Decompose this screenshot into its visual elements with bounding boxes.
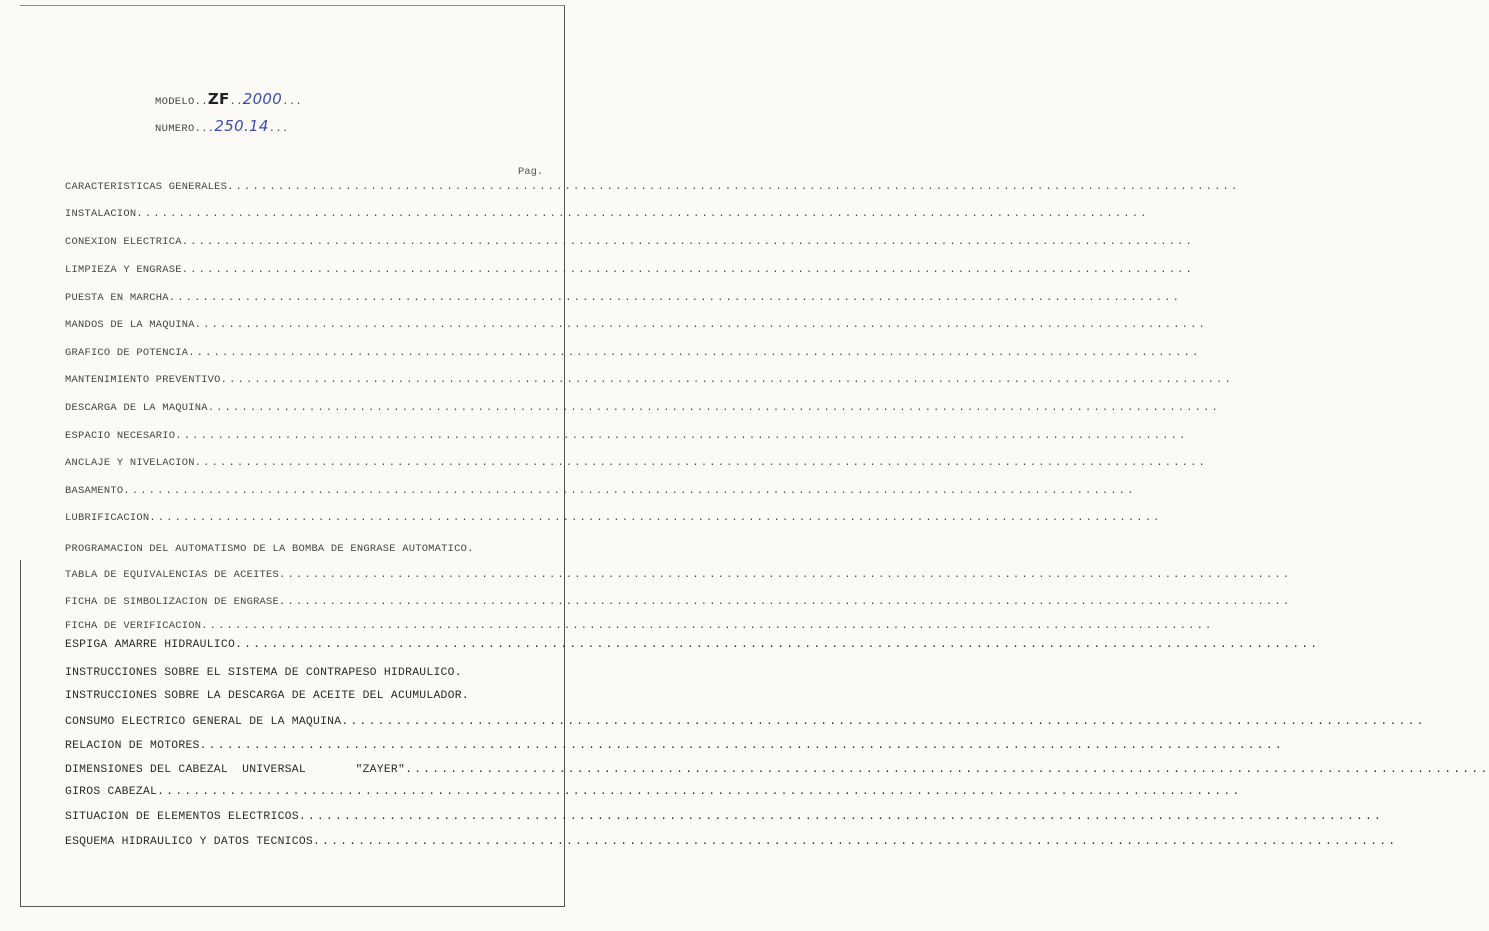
dot-leader: ........................................................................................................................ [157, 786, 1242, 798]
dot-leader: ........................................................................................................................ [181, 236, 1194, 248]
toc-item [65, 402, 1220, 414]
toc-item [65, 786, 1242, 798]
numero-trail: ... [268, 123, 289, 135]
toc-item [65, 836, 1398, 848]
toc-item-label: LUBRIFICACION [65, 512, 150, 524]
toc-item-label: TABLA DE EQUIVALENCIAS DE ACEITES [65, 569, 280, 581]
toc-item-label: PROGRAMACION DEL AUTOMATISMO DE LA BOMBA DE ENGRASE AUTOMATICO. [65, 543, 474, 555]
toc-item [65, 181, 1240, 193]
toc-item-label: GRAFICO DE POTENCIA [65, 347, 189, 359]
toc-item-label: PUESTA EN MARCHA [65, 292, 169, 304]
modelo-value: 2000 [242, 90, 283, 108]
dot-leader: ........................................................................................................................ [220, 374, 1233, 386]
toc-item-label: INSTRUCCIONES SOBRE EL SISTEMA DE CONTRAPESO HIDRAULICO. [65, 667, 462, 679]
dot-leader: ........................................................................................................................ [199, 740, 1284, 752]
toc-item-label: CONEXION ELECTRICA [65, 236, 182, 248]
toc-item [65, 716, 1426, 728]
toc-item [65, 639, 1320, 651]
numero-value: 250.14 [214, 117, 269, 135]
toc-item [65, 512, 1162, 524]
toc-item-label: CARACTERISTICAS GENERALES [65, 181, 228, 193]
toc-item [65, 292, 1182, 304]
toc-item-label: GIROS CABEZAL [65, 786, 158, 798]
dot-leader: ........................................................................................................................ [123, 485, 1136, 497]
toc-item [65, 543, 515, 555]
toc-item [65, 667, 525, 679]
modelo-line: MODELO..ZF..2000... [155, 90, 302, 108]
toc-item [65, 620, 1214, 632]
toc-item-label: ESPACIO NECESARIO [65, 430, 176, 442]
toc-item [65, 236, 1194, 248]
toc-item [65, 596, 1292, 608]
dot-leader: ........................................................................................................................ [188, 347, 1201, 359]
numero-label: NUMERO... [155, 123, 215, 135]
dot-leader: ........................................................................................................................ [168, 292, 1182, 304]
toc-item-label: DIMENSIONES DEL CABEZAL UNIVERSAL "ZAYER" [65, 764, 406, 776]
dot-leader: ........................................................................................................................ [313, 836, 1398, 848]
dot-leader: ........................................................................................................................ [405, 764, 1489, 776]
dot-leader: ........................................................................................................................ [149, 512, 1162, 524]
modelo-trail: ... [282, 96, 302, 108]
dot-leader: ........................................................................................................................ [181, 264, 1194, 276]
numero-line [155, 117, 289, 135]
toc-item-label: INSTRUCCIONES SOBRE LA DESCARGA DE ACEITE DEL ACUMULADOR. [65, 690, 469, 702]
dot-leader: ........................................................................................................................ [194, 319, 1207, 331]
toc-item-label: FICHA DE SIMBOLIZACION DE ENGRASE [65, 596, 280, 608]
toc-item-label: RELACION DE MOTORES [65, 740, 200, 752]
dot-leader: ........................................................................................................................ [201, 620, 1214, 632]
toc-item [65, 485, 1136, 497]
toc-item-label: LIMPIEZA Y ENGRASE [65, 264, 182, 276]
toc-item [65, 690, 525, 702]
toc-item-label: SITUACION DE ELEMENTOS ELECTRICOS [65, 811, 299, 823]
dot-leader: ........................................................................................................................ [136, 208, 1149, 220]
toc-item [65, 374, 1233, 386]
toc-item-label: MANTENIMIENTO PREVENTIVO [65, 374, 221, 386]
dot-leader: ........................................................................................................................ [175, 430, 1188, 442]
dot-leader: ........................................................................................................................ [207, 402, 1220, 414]
toc-item-label: INSTALACION [65, 208, 137, 220]
toc-item [65, 569, 1292, 581]
toc-item-label: ANCLAJE Y NIVELACION [65, 457, 195, 469]
toc-item-label: ESPIGA AMARRE HIDRAULICO [65, 639, 236, 651]
dot-leader: ........................................................................................................................ [279, 569, 1292, 581]
toc-item-label: FICHA DE VERIFICACION [65, 620, 202, 632]
page-border-left [20, 560, 21, 906]
toc-item [65, 319, 1207, 331]
toc-item [65, 457, 1207, 469]
toc-item [65, 764, 1489, 776]
page-column-label: Pag. [518, 166, 544, 178]
toc-item [65, 208, 1149, 220]
toc-item [65, 430, 1188, 442]
dot-leader: ........................................................................................................................ [341, 716, 1426, 728]
dot-leader: ........................................................................................................................ [227, 181, 1240, 193]
dot-leader: ........................................................................................................................ [194, 457, 1207, 469]
toc-item [65, 264, 1194, 276]
toc-item-label: CONSUMO ELECTRICO GENERAL DE LA MAQUINA [65, 716, 342, 728]
toc-item [65, 811, 1384, 823]
toc-item-label: BASAMENTO [65, 485, 124, 497]
toc-item-label: MANDOS DE LA MAQUINA [65, 319, 195, 331]
toc-item [65, 347, 1201, 359]
toc-item-label: DESCARGA DE LA MAQUINA [65, 402, 208, 414]
dot-leader: ........................................................................................................................ [279, 596, 1292, 608]
dot-leader: ........................................................................................................................ [235, 639, 1320, 651]
modelo-label: MODELO.. [155, 96, 208, 108]
toc-item [65, 740, 1284, 752]
modelo-prefix: ZF [207, 90, 230, 108]
dot-leader: ........................................................................................................................ [298, 811, 1384, 823]
toc-item-label: ESQUEMA HIDRAULICO Y DATOS TECNICOS [65, 836, 313, 848]
